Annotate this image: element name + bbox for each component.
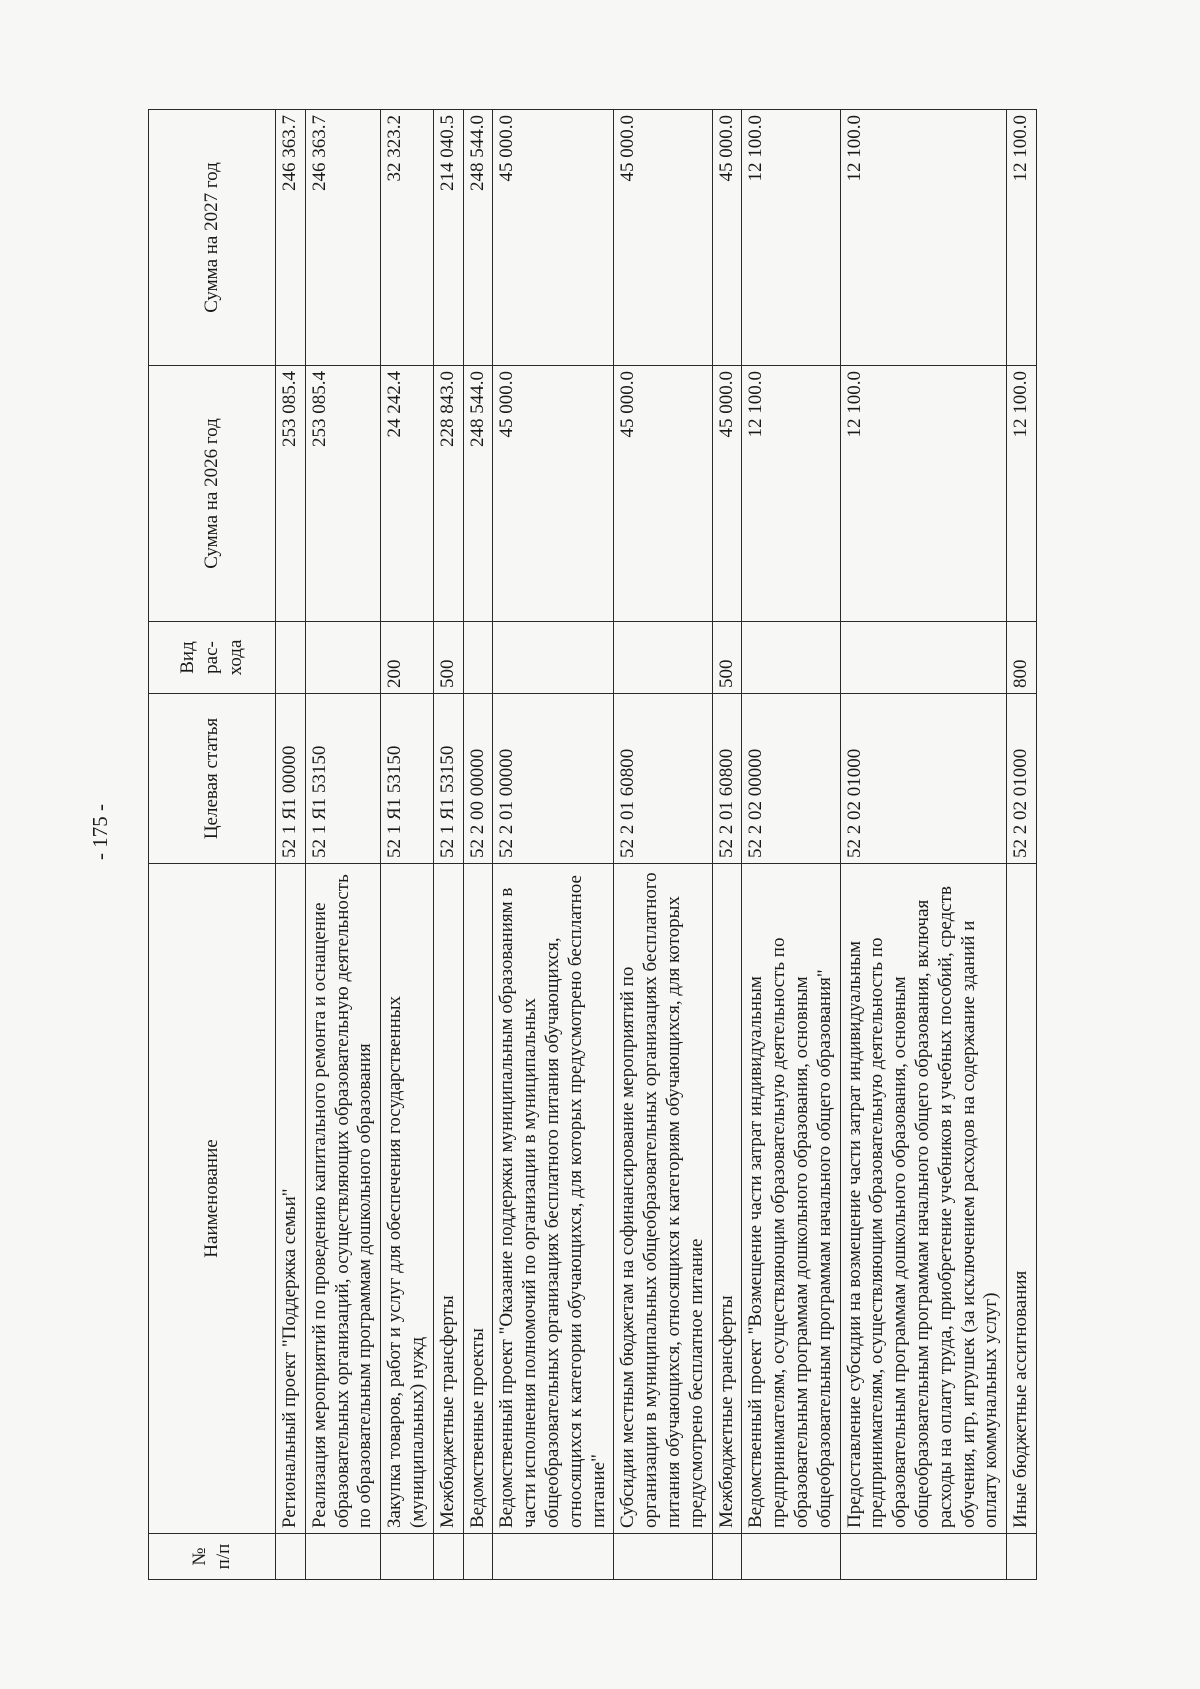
- cell-name: Ведомственные проекты: [463, 864, 493, 1534]
- cell-sum-2027: 12 100.0: [742, 110, 840, 366]
- cell-num: [381, 1534, 434, 1580]
- table-row: [1007, 110, 1037, 1580]
- cell-kind: [493, 622, 614, 694]
- cell-num: [614, 1534, 712, 1580]
- cell-name: Региональный проект "Поддержка семьи": [276, 864, 306, 1534]
- table-row: [840, 110, 1007, 1580]
- table-row: [276, 110, 306, 1580]
- header-sum-2026: Сумма на 2026 год: [149, 366, 276, 622]
- cell-name: Ведомственный проект "Оказание поддержки муниципальным образованиям в части исполнения полномочий по организации в муниципальных общеобразовательных организациях бесплатного питания обучающихся, относящихся к категории обучающихся, для которых предусмотрено бесплатное питание": [493, 864, 614, 1534]
- header-kind: Вид рас- хода: [149, 622, 276, 694]
- cell-target: 52 1 Я1 00000: [276, 694, 306, 864]
- cell-kind: [742, 622, 840, 694]
- cell-sum-2026: 228 843.0: [433, 366, 463, 622]
- cell-sum-2027: 246 363.7: [276, 110, 306, 366]
- cell-name: Межбюджетные трансферты: [433, 864, 463, 1534]
- table-row: [712, 110, 742, 1580]
- cell-sum-2026: 12 100.0: [742, 366, 840, 622]
- cell-name: Предоставление субсидии на возмещение части затрат индивидуальным предпринимателям, осуществляющим образовательную деятельность по образовательным программам дошкольного образования, основным общеобразовательным программам начального общего образования, включая расходы на оплату труда, приобретение учебников и учебных пособий, средств обучения, игр, игрушек (за исключением расходов на содержание зданий и оплату коммунальных услуг): [840, 864, 1007, 1534]
- cell-sum-2026: 253 085.4: [305, 366, 380, 622]
- table-row: [433, 110, 463, 1580]
- budget-table-container: [148, 110, 1037, 1580]
- cell-sum-2026: 45 000.0: [493, 366, 614, 622]
- cell-name: Субсидии местным бюджетам на софинансирование мероприятий по организации в муниципальных общеобразовательных организациях бесплатного питания обучающихся, относящихся к категориям обучающихся, для которых предусмотрено бесплатное питание: [614, 864, 712, 1534]
- header-name: Наименование: [149, 864, 276, 1534]
- page-number: - 175 -: [88, 804, 112, 860]
- cell-kind: 800: [1007, 622, 1037, 694]
- table-row: [742, 110, 840, 1580]
- cell-kind: 200: [381, 622, 434, 694]
- header-target: Целевая статья: [149, 694, 276, 864]
- cell-sum-2026: 12 100.0: [1007, 366, 1037, 622]
- cell-num: [1007, 1534, 1037, 1580]
- cell-sum-2027: 246 363.7: [305, 110, 380, 366]
- cell-kind: 500: [712, 622, 742, 694]
- cell-target: 52 2 00 00000: [463, 694, 493, 864]
- table-header-row: [149, 110, 276, 1580]
- cell-target: 52 2 01 60800: [712, 694, 742, 864]
- cell-name: Межбюджетные трансферты: [712, 864, 742, 1534]
- table-row: [305, 110, 380, 1580]
- cell-sum-2027: 214 040.5: [433, 110, 463, 366]
- cell-sum-2027: 45 000.0: [614, 110, 712, 366]
- cell-num: [712, 1534, 742, 1580]
- cell-target: 52 2 02 01000: [1007, 694, 1037, 864]
- table-row: [463, 110, 493, 1580]
- cell-target: 52 1 Я1 53150: [381, 694, 434, 864]
- table-row: [493, 110, 614, 1580]
- cell-sum-2026: 12 100.0: [840, 366, 1007, 622]
- cell-num: [493, 1534, 614, 1580]
- cell-num: [305, 1534, 380, 1580]
- cell-sum-2027: 248 544.0: [463, 110, 493, 366]
- cell-num: [840, 1534, 1007, 1580]
- cell-sum-2026: 253 085.4: [276, 366, 306, 622]
- table-row: [614, 110, 712, 1580]
- cell-target: 52 2 01 00000: [493, 694, 614, 864]
- cell-sum-2026: 248 544.0: [463, 366, 493, 622]
- budget-table: [148, 109, 1037, 1580]
- cell-sum-2027: 12 100.0: [840, 110, 1007, 366]
- cell-name: Иные бюджетные ассигнования: [1007, 864, 1037, 1534]
- cell-num: [742, 1534, 840, 1580]
- cell-target: 52 2 01 60800: [614, 694, 712, 864]
- cell-name: Закупка товаров, работ и услуг для обеспечения государственных (муниципальных) нужд: [381, 864, 434, 1534]
- cell-kind: [276, 622, 306, 694]
- cell-num: [463, 1534, 493, 1580]
- cell-kind: [463, 622, 493, 694]
- cell-target: 52 1 Я1 53150: [433, 694, 463, 864]
- cell-kind: [840, 622, 1007, 694]
- table-row: [381, 110, 434, 1580]
- cell-sum-2026: 45 000.0: [712, 366, 742, 622]
- cell-sum-2027: 32 323.2: [381, 110, 434, 366]
- cell-target: 52 2 02 01000: [840, 694, 1007, 864]
- cell-num: [276, 1534, 306, 1580]
- cell-sum-2027: 12 100.0: [1007, 110, 1037, 366]
- cell-sum-2027: 45 000.0: [712, 110, 742, 366]
- cell-kind: 500: [433, 622, 463, 694]
- cell-sum-2026: 24 242.4: [381, 366, 434, 622]
- header-num: № п/п: [149, 1534, 276, 1580]
- cell-kind: [614, 622, 712, 694]
- cell-sum-2027: 45 000.0: [493, 110, 614, 366]
- header-sum-2027: Сумма на 2027 год: [149, 110, 276, 366]
- cell-target: 52 1 Я1 53150: [305, 694, 380, 864]
- cell-kind: [305, 622, 380, 694]
- cell-name: Реализация мероприятий по проведению капитального ремонта и оснащение образовательных организаций, осуществляющих образовательную деятельность по образовательным программам дошкольного образования: [305, 864, 380, 1534]
- cell-sum-2026: 45 000.0: [614, 366, 712, 622]
- cell-name: Ведомственный проект "Возмещение части затрат индивидуальным предпринимателям, осуществляющим образовательную деятельность по образовательным программам дошкольного образования, основным общеобразовательным программам начального общего образования": [742, 864, 840, 1534]
- cell-num: [433, 1534, 463, 1580]
- cell-target: 52 2 02 00000: [742, 694, 840, 864]
